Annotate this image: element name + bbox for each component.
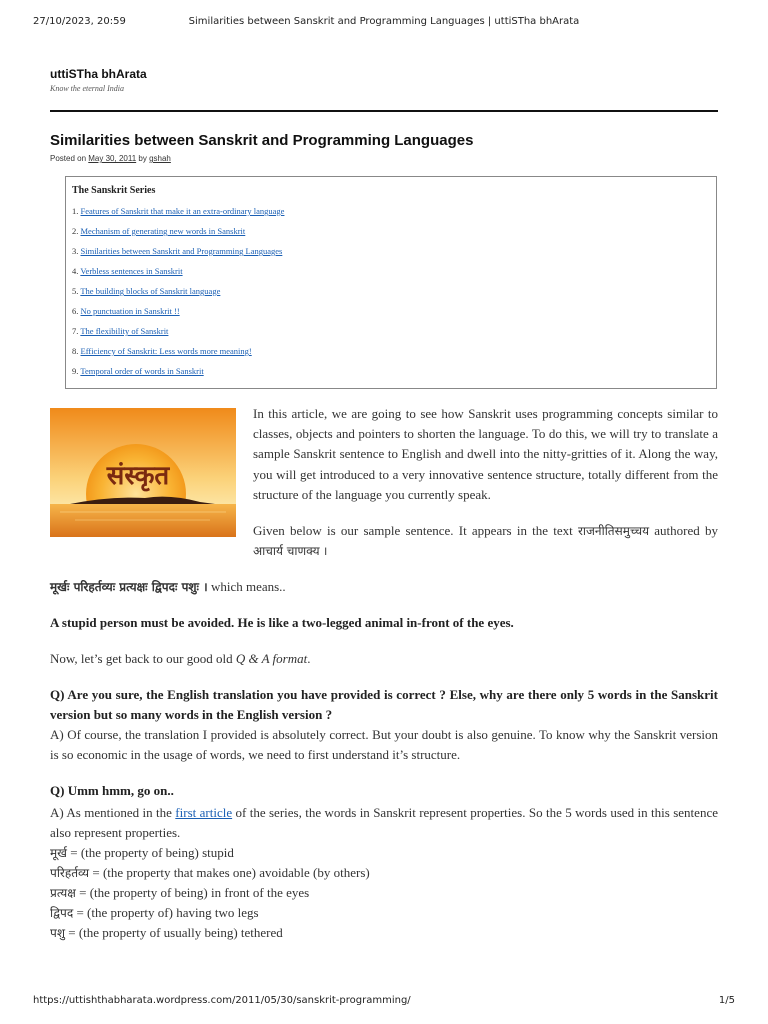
word-meaning: = (the property of) having two legs bbox=[73, 905, 259, 920]
site-description: Know the eternal India bbox=[50, 84, 124, 93]
author-link[interactable]: gshah bbox=[149, 154, 171, 163]
series-item-link[interactable]: No punctuation in Sanskrit !! bbox=[80, 306, 180, 316]
series-item-link[interactable]: The building blocks of Sanskrit language bbox=[80, 286, 221, 296]
question-1 bbox=[50, 685, 718, 725]
site-title[interactable]: uttiSTha bhArata bbox=[50, 67, 147, 81]
series-item bbox=[72, 285, 710, 305]
intro-sample-paragraph bbox=[253, 521, 718, 561]
answer-2-text: A) As mentioned in the bbox=[50, 805, 176, 820]
site-header bbox=[50, 67, 718, 93]
question-2 bbox=[50, 781, 718, 801]
series-box bbox=[65, 176, 717, 389]
intro-section bbox=[253, 404, 718, 577]
series-item-link[interactable]: Temporal order of words in Sanskrit bbox=[80, 366, 204, 376]
sanskrit-word: द्विपद bbox=[50, 906, 74, 920]
translation bbox=[50, 613, 718, 633]
series-item-number: 1. bbox=[72, 206, 79, 216]
series-item-link[interactable]: Features of Sanskrit that make it an extra-ordinary language bbox=[80, 206, 285, 216]
sample-sentence bbox=[50, 577, 718, 597]
image-sanskrit-text: संस्कृत bbox=[106, 461, 170, 491]
series-list bbox=[72, 205, 710, 385]
print-url: https://uttishthabharata.wordpress.com/2011/05/30/sanskrit-programming/ bbox=[33, 995, 411, 1006]
series-item-link[interactable]: Verbless sentences in Sanskrit bbox=[80, 266, 183, 276]
series-item-number: 2. bbox=[72, 226, 79, 236]
posted-on-label: Posted on bbox=[50, 154, 87, 163]
series-item-number: 6. bbox=[72, 306, 79, 316]
post-meta bbox=[50, 154, 171, 163]
word-meaning: = (the property of usually being) tethered bbox=[64, 925, 283, 940]
word-meaning: = (the property of being) stupid bbox=[67, 845, 234, 860]
sanskrit-word: पशु bbox=[50, 926, 65, 940]
series-item bbox=[72, 325, 710, 345]
danda: । bbox=[322, 544, 328, 559]
print-header bbox=[33, 16, 735, 30]
word-definition bbox=[50, 883, 718, 903]
series-item-number: 9. bbox=[72, 366, 79, 376]
post-title: Similarities between Sanskrit and Programming Languages bbox=[50, 132, 474, 149]
post-date-link[interactable]: May 30, 2011 bbox=[88, 154, 137, 163]
sanskrit-sunset-image bbox=[50, 408, 236, 537]
intro-paragraph: In this article, we are going to see how Sanskrit uses programming concepts similar to classes, objects and pointers to shorten the language. To do this, we will try to translate a sample Sanskrit sentence to English and dwell into the nitty-gritties of it. Along the way, you will get introduced to a very innovative sentence structure, totally different from the structure of the language you currently speak. bbox=[253, 406, 718, 502]
series-item-link[interactable]: Mechanism of generating new words in Sanskrit bbox=[80, 226, 246, 236]
sanskrit-word: परिहर्तव्य bbox=[50, 866, 90, 880]
series-item-number: 8. bbox=[72, 346, 79, 356]
series-item bbox=[72, 265, 710, 285]
sanskrit-word: प्रत्यक्ष bbox=[50, 886, 76, 900]
series-item-number: 4. bbox=[72, 266, 79, 276]
word-definition bbox=[50, 923, 718, 943]
author-devanagari: आचार्य चाणक्य bbox=[253, 544, 320, 559]
series-item-link[interactable]: Similarities between Sanskrit and Programming Languages bbox=[80, 246, 283, 256]
answer-2-text: of the series, the words in Sanskrit represent properties. So the 5 words used in this sentence also represent properties. bbox=[50, 805, 718, 840]
qa-intro-text: Now, let’s get back to our good old bbox=[50, 651, 236, 666]
series-item bbox=[72, 305, 710, 325]
sanskrit-sentence: मूर्खः परिहर्तव्यः प्रत्यक्षः द्विपदः पशुः । bbox=[50, 580, 208, 594]
text-name-devanagari: राजनीतिसमुच्चय bbox=[578, 524, 650, 539]
print-footer bbox=[33, 995, 735, 1009]
intro-text: Given below is our sample sentence. It appears in the text bbox=[253, 523, 579, 539]
answer-2 bbox=[50, 803, 718, 843]
by-label: by bbox=[138, 154, 147, 163]
word-definition bbox=[50, 843, 718, 863]
series-item-number: 7. bbox=[72, 326, 79, 336]
series-heading: The Sanskrit Series bbox=[72, 185, 156, 196]
word-definition bbox=[50, 863, 718, 883]
print-datetime: 27/10/2023, 20:59 bbox=[33, 16, 126, 27]
sunset-illustration bbox=[50, 408, 236, 537]
series-item-link[interactable]: Efficiency of Sanskrit: Less words more meaning! bbox=[80, 346, 252, 356]
series-item-number: 3. bbox=[72, 246, 79, 256]
series-item bbox=[72, 205, 710, 225]
series-item bbox=[72, 365, 710, 385]
series-item bbox=[72, 225, 710, 245]
first-article-link[interactable]: first article bbox=[175, 805, 233, 820]
translation-text: A stupid person must be avoided. He is like a two-legged animal in-front of the eyes. bbox=[50, 615, 514, 630]
question-1-text: Q) Are you sure, the English translation you have provided is correct ? Else, why are there only 5 words in the Sanskrit version but so many words in the English version ? bbox=[50, 687, 718, 722]
series-item-number: 5. bbox=[72, 286, 79, 296]
qa-intro bbox=[50, 649, 718, 669]
series-item bbox=[72, 345, 710, 365]
answer-1: A) Of course, the translation I provided is absolutely correct. But your doubt is also genuine. To know why the Sanskrit version is so economic in the usage of words, we need to first understand it’s structure. bbox=[50, 727, 718, 762]
print-page-number: 1/5 bbox=[718, 995, 735, 1006]
sanskrit-word: मूर्ख bbox=[50, 846, 67, 860]
word-meaning: = (the property that makes one) avoidable (by others) bbox=[89, 865, 370, 880]
header-divider bbox=[50, 110, 718, 112]
series-item bbox=[72, 245, 710, 265]
qa-intro-text: . bbox=[307, 651, 311, 666]
qa-format-emphasis: Q & A format bbox=[235, 651, 308, 666]
question-2-text: Q) Umm hmm, go on.. bbox=[50, 783, 174, 798]
sentence-suffix: which means.. bbox=[207, 579, 286, 594]
word-definition bbox=[50, 903, 718, 923]
print-page-title: Similarities between Sanskrit and Programming Languages | uttiSTha bhArata bbox=[188, 16, 580, 27]
intro-text: authored by bbox=[649, 523, 718, 539]
article-body bbox=[50, 577, 718, 943]
series-item-link[interactable]: The flexibility of Sanskrit bbox=[80, 326, 169, 336]
word-list bbox=[50, 843, 718, 943]
word-meaning: = (the property of being) in front of the eyes bbox=[75, 885, 310, 900]
